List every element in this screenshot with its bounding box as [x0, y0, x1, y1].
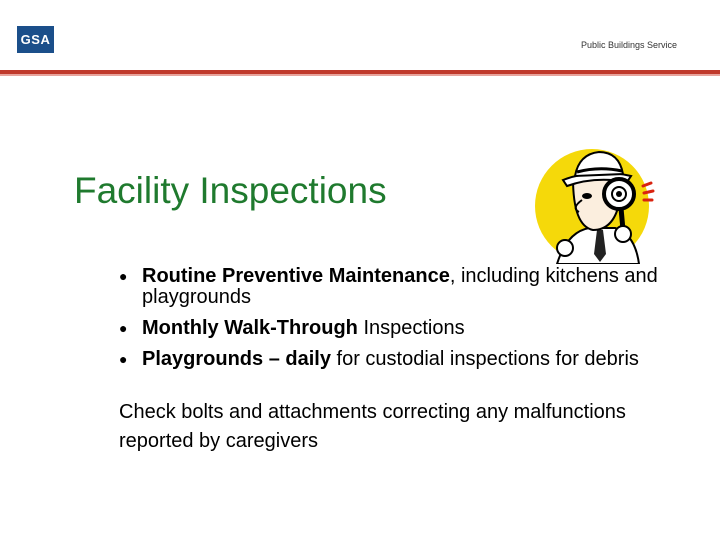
detective-with-magnifying-glass-icon — [527, 144, 677, 264]
slide-title: Facility Inspections — [74, 170, 387, 211]
header-subtitle: Public Buildings Service — [580, 40, 677, 50]
bullet-item — [117, 349, 719, 370]
gsa-logo-text: GSA — [20, 32, 51, 47]
bullet-text: Inspections — [357, 317, 465, 339]
bullet-text: , including kitchens and playgrounds — [142, 265, 658, 308]
bullet-item — [117, 318, 719, 339]
bullet-dot-icon: ● — [119, 351, 128, 367]
bullet-bold: Routine Preventive Maintenance — [142, 265, 450, 287]
note-text: Check bolts and attachments correcting any malfunctions reported by caregivers — [119, 401, 626, 452]
gsa-logo — [17, 26, 54, 53]
header-rule-shadow — [0, 74, 720, 76]
bullet-text: for custodial inspections for debris — [330, 348, 639, 370]
bullet-dot-icon: ● — [119, 320, 128, 336]
bullet-bold: Playgrounds – daily — [142, 348, 331, 370]
bullet-bold: Monthly Walk-Through — [142, 317, 358, 339]
bullet-dot-icon: ● — [119, 268, 128, 284]
bullet-item — [117, 266, 719, 308]
bullet-list — [117, 266, 719, 380]
